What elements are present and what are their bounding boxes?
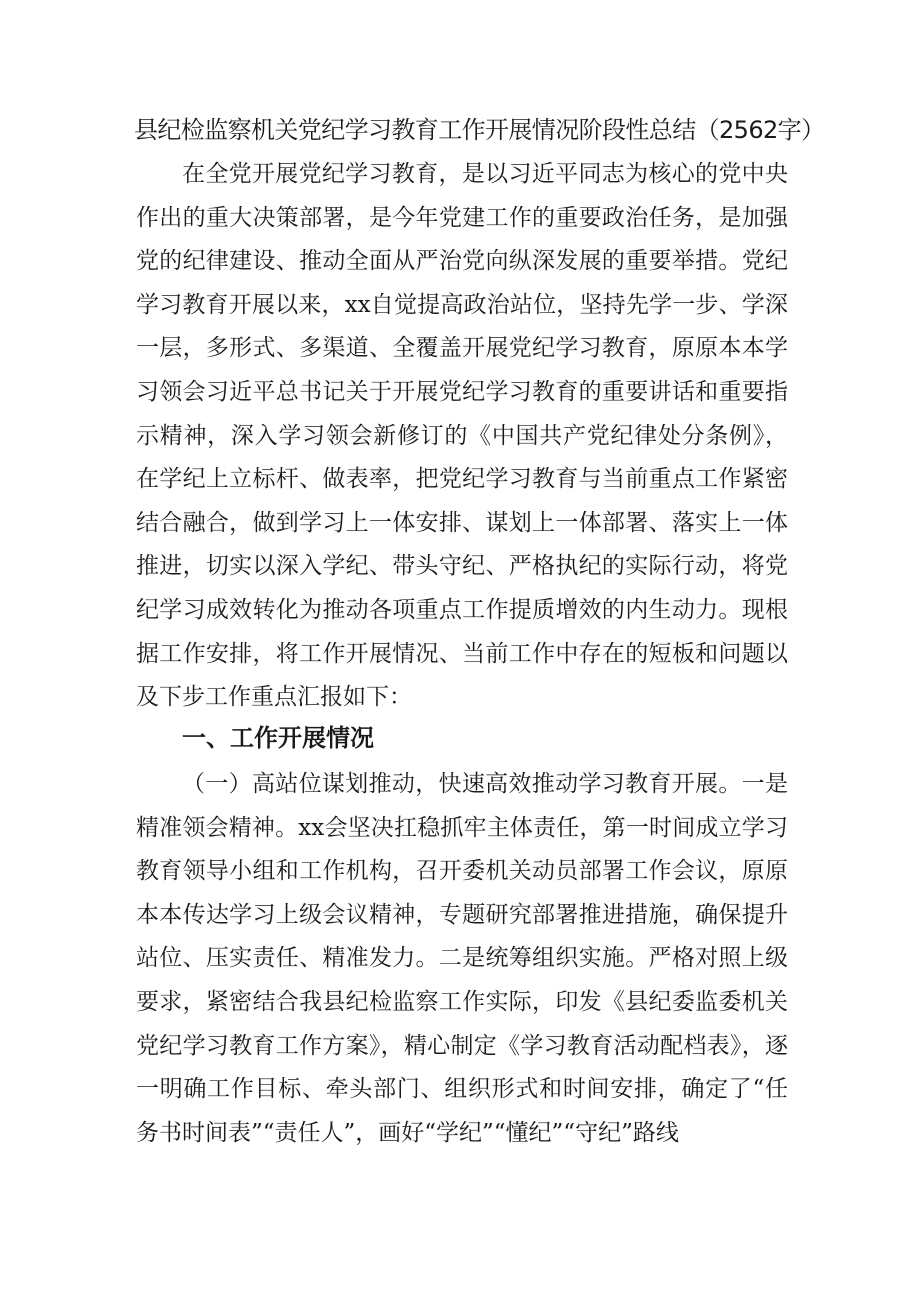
- section-paragraph: （一）高站位谋划推动，快速高效推动学习教育开展。一是精准领会精神。xx会坚决扛稳抓牢主体责任，第一时间成立学习教育领导小组和工作机构，召开委机关动员部署工作会议，原原本本传达学习上级会议精神，专题研究部署推进措施，确保提升站位、压实责任、精准发力。二是统筹组织实施。严格对照上级要求，紧密结合我县纪检监察工作实际，印发《县纪委监委机关党纪学习教育工作方案》，精心制定《学习教育活动配档表》，逐一明确工作目标、牵头部门、组织形式和时间安排，确定了“任务书时间表”“责任人”，画好“学纪”“懂纪”“守纪”路线: [136, 771, 788, 1146]
- document-title: 县纪检监察机关党纪学习教育工作开展情况阶段性总结（2562字）: [134, 116, 825, 144]
- intro-paragraph: 在全党开展党纪学习教育，是以习近平同志为核心的党中央作出的重大决策部署，是今年党建工作的重要政治任务，是加强党的纪律建设、推动全面从严治党向纵深发展的重要举措。党纪学习教育开展以来，xx自觉提高政治站位，坚持先学一步、学深一层，多形式、多渠道、全覆盖开展党纪学习教育，原原本本学习领会习近平总书记关于开展党纪学习教育的重要讲话和重要指示精神，深入学习领会新修订的《中国共产党纪律处分条例》，在学纪上立标杆、做表率，把党纪学习教育与当前重点工作紧密结合融合，做到学习上一体安排、谋划上一体部署、落实上一体推进，切实以深入学纪、带头守纪、严格执纪的实际行动，将党纪学习成效转化为推动各项重点工作提质增效的内生动力。现根据工作安排，将工作开展情况、当前工作中存在的短板和问题以及下步工作重点汇报如下：: [136, 161, 788, 711]
- section-heading: 一、工作开展情况: [182, 724, 374, 752]
